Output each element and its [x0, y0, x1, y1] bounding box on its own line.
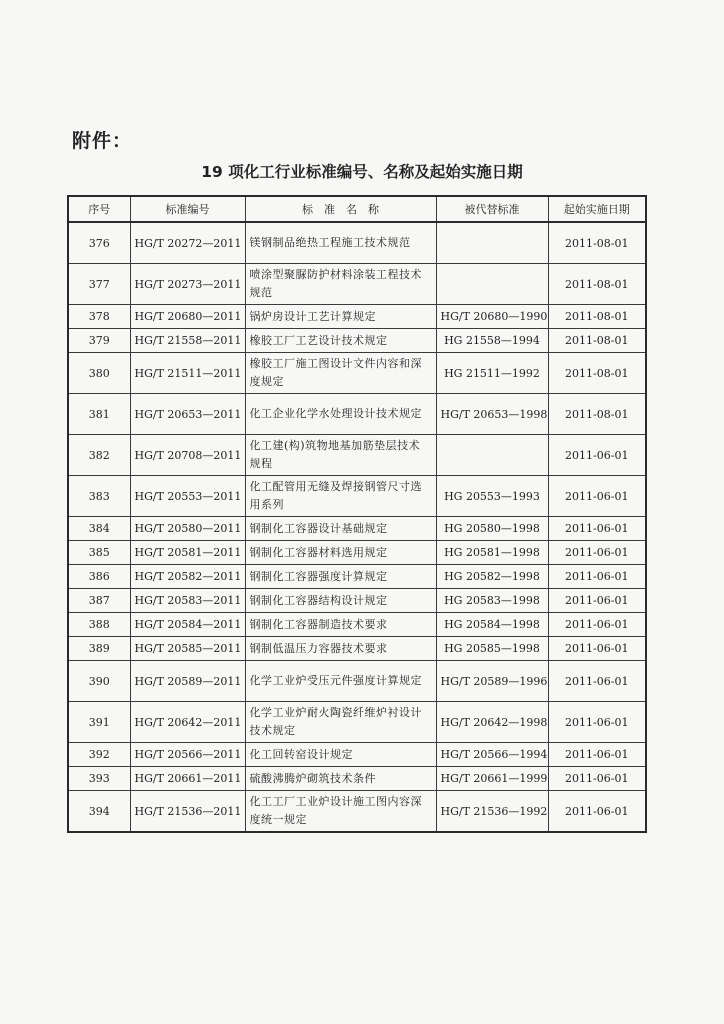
cell-date: 2011-08-01	[548, 305, 646, 329]
cell-date: 2011-06-01	[548, 589, 646, 613]
cell-date: 2011-06-01	[548, 637, 646, 661]
cell-no: 381	[68, 394, 130, 435]
cell-replaced: HG 21511—1992	[436, 353, 548, 394]
cell-replaced: HG/T 21536—1992	[436, 791, 548, 833]
cell-no: 384	[68, 517, 130, 541]
cell-name: 化工配管用无缝及焊接钢管尺寸选用系列	[245, 476, 436, 517]
table-row	[68, 661, 646, 702]
cell-replaced	[436, 222, 548, 264]
cell-code: HG/T 20272—2011	[130, 222, 245, 264]
cell-name: 橡胶工厂施工图设计文件内容和深度规定	[245, 353, 436, 394]
cell-replaced: HG 20553—1993	[436, 476, 548, 517]
table-row	[68, 702, 646, 743]
cell-code: HG/T 21536—2011	[130, 791, 245, 833]
cell-no: 380	[68, 353, 130, 394]
cell-code: HG/T 20584—2011	[130, 613, 245, 637]
cell-name: 钢制低温压力容器技术要求	[245, 637, 436, 661]
cell-code: HG/T 20589—2011	[130, 661, 245, 702]
cell-date: 2011-06-01	[548, 791, 646, 833]
cell-no: 379	[68, 329, 130, 353]
cell-no: 389	[68, 637, 130, 661]
cell-name: 锅炉房设计工艺计算规定	[245, 305, 436, 329]
cell-code: HG/T 21558—2011	[130, 329, 245, 353]
cell-no: 378	[68, 305, 130, 329]
cell-replaced: HG/T 20566—1994	[436, 743, 548, 767]
cell-no: 383	[68, 476, 130, 517]
cell-date: 2011-06-01	[548, 702, 646, 743]
cell-name: 钢制化工容器结构设计规定	[245, 589, 436, 613]
cell-date: 2011-06-01	[548, 541, 646, 565]
table-row	[68, 791, 646, 833]
cell-replaced: HG/T 20680—1990	[436, 305, 548, 329]
cell-no: 385	[68, 541, 130, 565]
cell-name: 硫酸沸腾炉砌筑技术条件	[245, 767, 436, 791]
cell-name: 钢制化工容器材料选用规定	[245, 541, 436, 565]
cell-code: HG/T 20582—2011	[130, 565, 245, 589]
cell-no: 382	[68, 435, 130, 476]
cell-name: 喷涂型聚脲防护材料涂装工程技术规范	[245, 264, 436, 305]
cell-replaced: HG 20580—1998	[436, 517, 548, 541]
cell-replaced: HG/T 20642—1998	[436, 702, 548, 743]
table-row	[68, 565, 646, 589]
cell-replaced: HG 20582—1998	[436, 565, 548, 589]
table-row	[68, 767, 646, 791]
standards-table	[67, 195, 647, 833]
cell-code: HG/T 20580—2011	[130, 517, 245, 541]
table-row	[68, 613, 646, 637]
cell-no: 377	[68, 264, 130, 305]
cell-replaced: HG 21558—1994	[436, 329, 548, 353]
cell-replaced: HG/T 20589—1996	[436, 661, 548, 702]
table-header-row	[68, 196, 646, 222]
table-row	[68, 589, 646, 613]
cell-code: HG/T 21511—2011	[130, 353, 245, 394]
cell-code: HG/T 20566—2011	[130, 743, 245, 767]
cell-no: 394	[68, 791, 130, 833]
header-date: 起始实施日期	[548, 196, 646, 222]
table-row	[68, 541, 646, 565]
cell-date: 2011-06-01	[548, 517, 646, 541]
cell-replaced	[436, 435, 548, 476]
cell-code: HG/T 20273—2011	[130, 264, 245, 305]
cell-name: 化学工业炉受压元件强度计算规定	[245, 661, 436, 702]
cell-code: HG/T 20553—2011	[130, 476, 245, 517]
table-row	[68, 435, 646, 476]
cell-date: 2011-06-01	[548, 661, 646, 702]
cell-no: 386	[68, 565, 130, 589]
cell-replaced: HG 20585—1998	[436, 637, 548, 661]
cell-name: 化学工业炉耐火陶瓷纤维炉衬设计技术规定	[245, 702, 436, 743]
cell-code: HG/T 20583—2011	[130, 589, 245, 613]
cell-date: 2011-06-01	[548, 476, 646, 517]
cell-code: HG/T 20642—2011	[130, 702, 245, 743]
cell-name: 钢制化工容器制造技术要求	[245, 613, 436, 637]
table-row	[68, 264, 646, 305]
cell-replaced: HG 20583—1998	[436, 589, 548, 613]
cell-replaced	[436, 264, 548, 305]
cell-code: HG/T 20708—2011	[130, 435, 245, 476]
table-row	[68, 305, 646, 329]
table-row	[68, 394, 646, 435]
cell-date: 2011-08-01	[548, 329, 646, 353]
cell-date: 2011-08-01	[548, 264, 646, 305]
page-title: 19 项化工行业标准编号、名称及起始实施日期	[201, 163, 523, 181]
cell-no: 392	[68, 743, 130, 767]
cell-date: 2011-06-01	[548, 743, 646, 767]
cell-date: 2011-06-01	[548, 613, 646, 637]
cell-no: 393	[68, 767, 130, 791]
cell-replaced: HG 20581—1998	[436, 541, 548, 565]
cell-name: 橡胶工厂工艺设计技术规定	[245, 329, 436, 353]
cell-date: 2011-08-01	[548, 222, 646, 264]
cell-code: HG/T 20581—2011	[130, 541, 245, 565]
header-name: 标 准 名 称	[245, 196, 436, 222]
cell-code: HG/T 20661—2011	[130, 767, 245, 791]
cell-no: 391	[68, 702, 130, 743]
cell-replaced: HG/T 20653—1998	[436, 394, 548, 435]
table-row	[68, 517, 646, 541]
cell-name: 化工工厂工业炉设计施工图内容深度统一规定	[245, 791, 436, 833]
attachment-label: 附件：	[72, 130, 133, 152]
cell-name: 钢制化工容器强度计算规定	[245, 565, 436, 589]
table-row	[68, 637, 646, 661]
cell-name: 钢制化工容器设计基础规定	[245, 517, 436, 541]
cell-replaced: HG 20584—1998	[436, 613, 548, 637]
cell-code: HG/T 20653—2011	[130, 394, 245, 435]
header-no: 序号	[68, 196, 130, 222]
cell-date: 2011-06-01	[548, 565, 646, 589]
cell-no: 390	[68, 661, 130, 702]
cell-no: 376	[68, 222, 130, 264]
table-row	[68, 743, 646, 767]
cell-name: 化工回转窑设计规定	[245, 743, 436, 767]
cell-replaced: HG/T 20661—1999	[436, 767, 548, 791]
table-row	[68, 329, 646, 353]
cell-name: 化工建(构)筑物地基加筋垫层技术规程	[245, 435, 436, 476]
cell-no: 388	[68, 613, 130, 637]
cell-date: 2011-06-01	[548, 767, 646, 791]
table-row	[68, 476, 646, 517]
cell-date: 2011-08-01	[548, 353, 646, 394]
cell-name: 镁钢制品绝热工程施工技术规范	[245, 222, 436, 264]
cell-name: 化工企业化学水处理设计技术规定	[245, 394, 436, 435]
table-row	[68, 222, 646, 264]
cell-date: 2011-08-01	[548, 394, 646, 435]
table-row	[68, 353, 646, 394]
header-replaced: 被代替标准	[436, 196, 548, 222]
cell-no: 387	[68, 589, 130, 613]
header-code: 标准编号	[130, 196, 245, 222]
cell-code: HG/T 20680—2011	[130, 305, 245, 329]
cell-date: 2011-06-01	[548, 435, 646, 476]
cell-code: HG/T 20585—2011	[130, 637, 245, 661]
